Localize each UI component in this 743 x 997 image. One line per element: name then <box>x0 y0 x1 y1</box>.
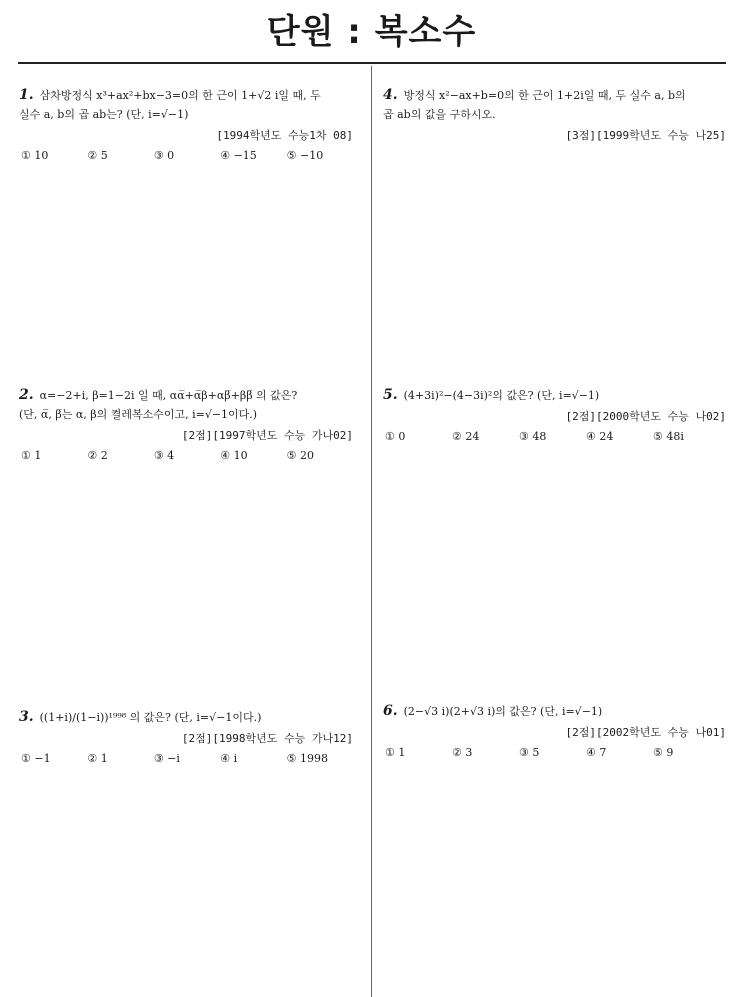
choice-5: ⑤ −10 <box>286 149 324 162</box>
problem-stem: ((1+i)/(1−i))¹⁹⁹⁸ 의 값은? (단, i=√−1이다.) <box>39 711 262 724</box>
answer-choices <box>19 446 353 465</box>
choice-4: ④ 24 <box>586 430 614 443</box>
problem-6 <box>383 702 726 762</box>
problem-number: 2. <box>19 387 34 403</box>
choice-3: ③ 5 <box>519 746 540 759</box>
choice-2: ② 5 <box>87 149 108 162</box>
choice-4: ④ 7 <box>586 746 607 759</box>
problem-number: 5. <box>383 387 398 403</box>
problem-5 <box>383 386 726 446</box>
page-title: 단원 : 복소수 <box>266 12 477 52</box>
problem-source: [3점][1999학년도 수능 나25] <box>565 129 726 142</box>
title-rule <box>18 62 726 64</box>
problem-number: 6. <box>383 703 398 719</box>
choice-1: ① 10 <box>21 149 49 162</box>
problem-number: 4. <box>383 87 398 103</box>
choice-3: ③ 4 <box>153 449 175 462</box>
choice-4: ④ −15 <box>220 149 257 162</box>
answer-choices <box>19 146 353 165</box>
choice-2: ② 24 <box>452 430 480 443</box>
problem-stem: (4+3i)²−(4−3i)²의 값은? (단, i=√−1) <box>403 389 600 402</box>
answer-choices <box>383 743 726 762</box>
problem-2 <box>19 386 353 465</box>
choice-3: ③ 48 <box>519 430 547 443</box>
choice-5: ⑤ 48i <box>653 430 684 443</box>
problem-source: [1994학년도 수능1차 08] <box>216 129 353 142</box>
problem-source: [2점][2002학년도 수능 나01] <box>565 726 726 739</box>
problem-4 <box>383 86 726 145</box>
column-divider <box>371 66 372 997</box>
answer-choices <box>19 749 353 768</box>
problem-source: [2점][1998학년도 수능 가나12] <box>181 732 353 745</box>
choice-4: ④ i <box>220 752 238 765</box>
problem-number: 3. <box>19 709 34 725</box>
choice-2: ② 3 <box>452 746 473 759</box>
problem-3 <box>19 708 353 768</box>
answer-choices <box>383 427 726 446</box>
choice-1: ① 1 <box>21 449 42 462</box>
problem-stem: 방정식 x²−ax+b=0의 한 근이 1+2i일 때, 두 실수 a, b의 곱 ab의 값을 구하시오. <box>383 89 686 121</box>
choice-3: ③ 0 <box>153 149 175 162</box>
problem-stem: (2−√3 i)(2+√3 i)의 값은? (단, i=√−1) <box>403 705 603 718</box>
choice-5: ⑤ 9 <box>653 746 674 759</box>
choice-1: ① 0 <box>385 430 406 443</box>
choice-1: ① 1 <box>385 746 406 759</box>
choice-2: ② 2 <box>87 449 108 462</box>
problem-stem: 삼차방정식 x³+ax²+bx−3=0의 한 근이 1+√2 i일 때, 두 실수 a, b의 곱 ab는? (단, i=√−1) <box>19 89 321 121</box>
choice-5: ⑤ 1998 <box>286 752 328 765</box>
problem-source: [2점][2000학년도 수능 나02] <box>565 410 726 423</box>
problem-stem: α=−2+i, β=1−2i 일 때, αα̅+α̅β+αβ̅+ββ̅ 의 값은? (단, α̅, β̅는 α, β의 켤레복소수이고, i=√−1이다.) <box>19 389 298 421</box>
choice-4: ④ 10 <box>220 449 248 462</box>
choice-3: ③ −i <box>153 752 180 765</box>
choice-1: ① −1 <box>21 752 51 765</box>
choice-2: ② 1 <box>87 752 108 765</box>
problem-1 <box>19 86 353 165</box>
problem-number: 1. <box>19 87 34 103</box>
choice-5: ⑤ 20 <box>286 449 314 462</box>
problem-source: [2점][1997학년도 수능 가나02] <box>181 429 353 442</box>
